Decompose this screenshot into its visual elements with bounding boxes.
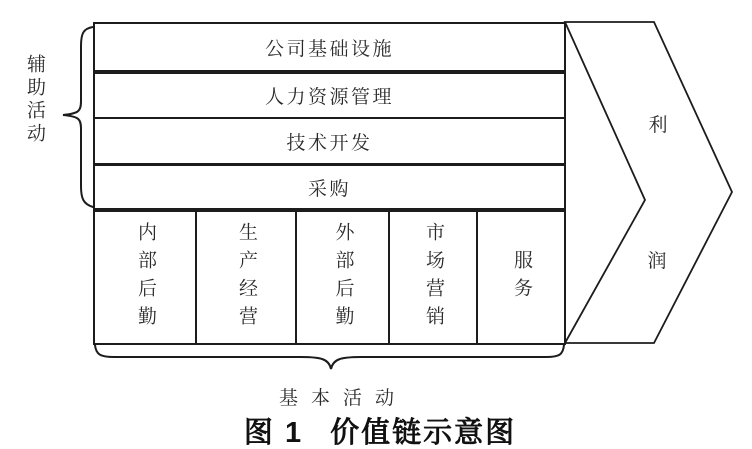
primary-activities-row: [95, 212, 564, 343]
primary-col-label: 服务: [511, 249, 532, 306]
primary-col-operations: [197, 212, 297, 343]
profit-label-top-char: 利: [648, 115, 668, 136]
primary-col-inbound-logistics: [95, 212, 197, 343]
profit-label-bottom-char: 润: [647, 251, 667, 272]
support-activities-label: 辅助活动: [24, 54, 45, 146]
primary-col-marketing: [390, 212, 478, 343]
figure-caption: [0, 410, 752, 449]
primary-brace: [95, 345, 564, 369]
profit-arrow: [565, 22, 732, 343]
support-row-hr: 人力资源管理: [95, 74, 564, 119]
support-row-infrastructure: 公司基础设施: [95, 24, 564, 74]
support-row-technology: 技术开发: [95, 119, 564, 166]
primary-col-service: [478, 212, 564, 343]
primary-col-label: 内部后勤: [135, 221, 156, 334]
primary-activities-label: 基本活动: [279, 388, 408, 409]
primary-col-label: 市场营销: [423, 221, 444, 334]
figure-caption-number: 图 1: [243, 417, 304, 449]
primary-col-label: 外部后勤: [332, 221, 354, 334]
value-chain-box: [93, 22, 566, 345]
figure-caption-title: 价值链示意图: [330, 417, 517, 449]
primary-col-label: 生产经营: [236, 221, 257, 334]
support-brace: [63, 27, 93, 207]
support-row-procurement: 采购: [95, 166, 564, 212]
primary-col-outbound-logistics: [297, 212, 390, 343]
